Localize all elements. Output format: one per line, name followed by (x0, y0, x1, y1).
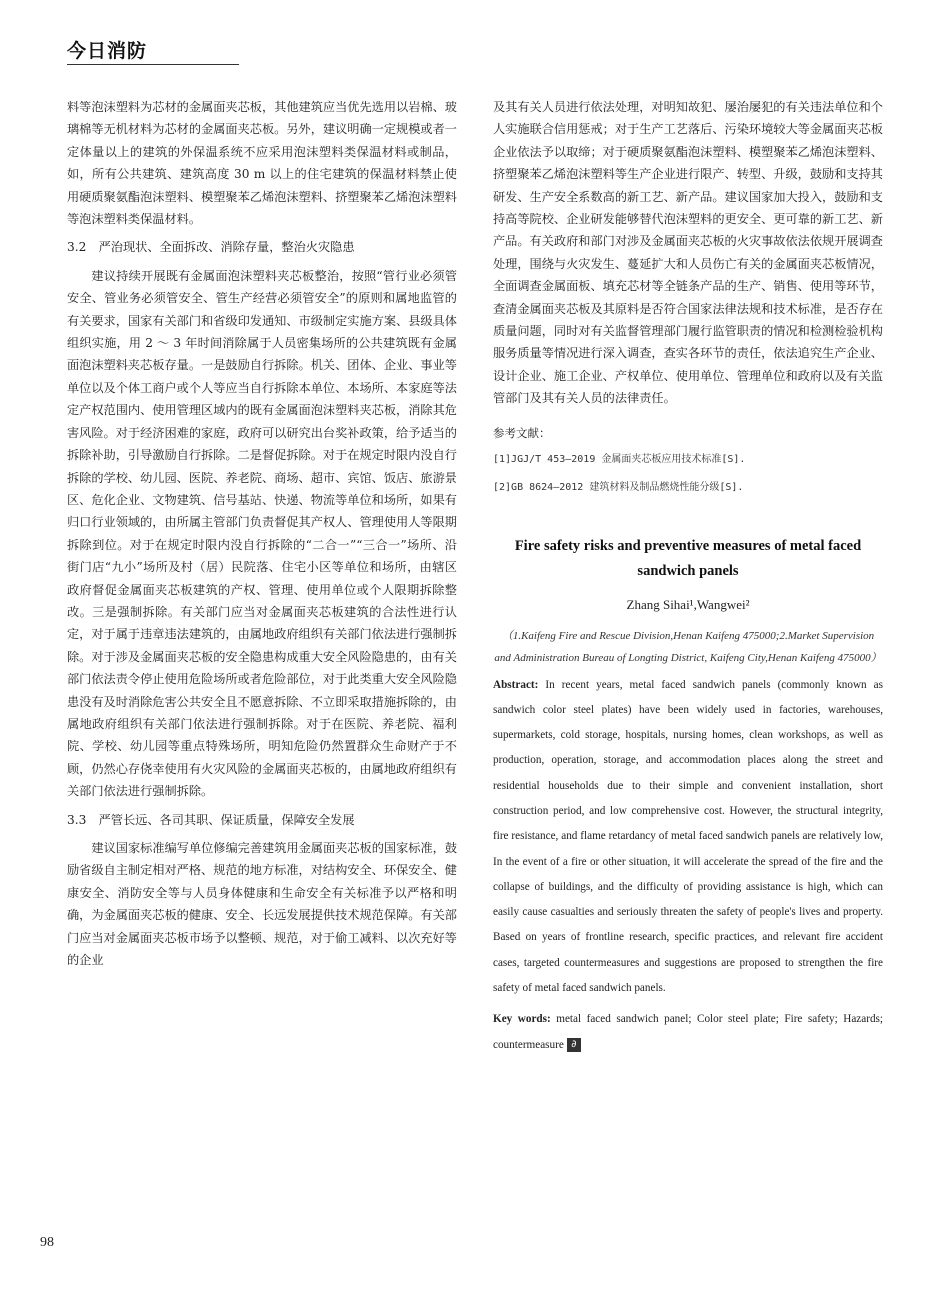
english-keywords (493, 1007, 883, 1058)
paragraph-intro: 料等泡沫塑料为芯材的金属面夹芯板，其他建筑应当优先选用以岩棉、玻璃棉等无机材料为芯材的金属面夹芯板。另外，建议明确一定规模或者一定体量以上的建筑的外保温系统不应采用泡沫塑料类保温材料或制品，如，所有公共建筑、建筑高度 30 m 以上的住宅建筑的保温材料禁止使用硬质聚氨酯泡沫塑料、模塑聚苯乙烯泡沫塑料、挤塑聚苯乙烯泡沫塑料等泡沫塑料类保温材料。 (67, 100, 457, 227)
page-number: 98 (40, 1235, 54, 1250)
keywords-text: metal faced sandwich panel; Color steel plate; Fire safety; Hazards; countermeasure (493, 1013, 884, 1051)
end-of-article-icon: ∂ (567, 1038, 581, 1052)
paragraph-3-2: 建议持续开展既有金属面泡沫塑料夹芯板整治，按照“管行业必须管安全、管业务必须管安全、管生产经营必须管安全”的原则和属地监管的有关要求，国家有关部门和省级印发通知、市级制定实施方案、县级具体组织实施，用 2 ～ 3 年时间消除属于人员密集场所的公共建筑既有金属面泡沫塑料夹芯板存量。一是鼓励自行拆除。机关、团体、企业、事业等单位以及个体工商户或个人等应当自行拆除本单位、本场所、本家庭等法定产权范围内、使用管理区域内的既有金属面泡沫塑料夹芯板，消除其危害风险。对于经济困难的家庭，政府可以研究出台奖补政策，给予适当的拆除补助，引导激励自行拆除。二是督促拆除。对于在规定时限内没自行拆除的学校、幼儿园、医院、养老院、商场、超市、宾馆、饭店、旅游景区、危化企业、文物建筑、信号基站、快递、物流等单位和场所，如果有归口行业领域的，由所属主管部门负责督促其产权人、管理使用人等限期拆除到位。对于在规定时限内没自行拆除的“二合一”“三合一”场所、沿街门店“九小”场所及村（居）民院落、住宅小区等单位和场所，由辖区政府督促金属面夹芯板建筑的产权、管理、使用单位或个人限期拆除整改。三是强制拆除。有关部门应当对金属面夹芯板建筑的合法性进行认定，对于属于违章违法建筑的，由属地政府组织有关部门依法进行强制拆除。对于涉及金属面夹芯板的安全隐患构成重大安全风险隐患的，由有关部门依法责令停止使用危险场所或者危险部位，对于此类重大安全风险隐患没有及时消除危害公共安全且不愿意拆除、不立即采取措施拆除的，由属地政府组织有关部门依法进行强制拆除。对于在医院、养老院、福利院、学校、幼儿园等重点特殊场所，明知危险仍然置群众生命财产于不顾，仍然心存侥幸使用有火灾风险的金属面夹芯板的，由属地政府组织有关部门依法进行强制拆除。 (67, 268, 457, 799)
english-authors: Zhang Sihai¹,Wangwei² (626, 597, 750, 613)
abstract-text: In recent years, metal faced sandwich panels (commonly known as sandwich color steel plates) have been widely used in factories, warehouses, supermarkets, cold storage, hospitals, nursing homes, clean workshops, as well as production, operation, storage, and accommodation places along the street and residential households due to their simple and convenient installation, short construction period, and low comprehensive cost. However, the structural integrity, fire resistance, and flame retardancy of metal faced sandwich panels are relatively low, In the event of a fire or other situation, it will accelerate the spread of the fire and the collapse of buildings, and the difficulty of providing assistance is high, which can easily cause casualties and seriously threaten the safety of people's lives and property. Based on years of frontline research, specific practices, and relevant fire accident cases, targeted countermeasures and suggestions are proposed to strengthen the fire safety of metal faced sandwich panels. (493, 678, 883, 995)
left-column (67, 96, 457, 971)
reference-item: [2]GB 8624—2012 建筑材料及制品燃烧性能分级[S]. (493, 482, 744, 494)
right-column (493, 96, 883, 1058)
keywords-label: Key words: (493, 1013, 551, 1026)
section-heading-3-2: 3.2 严治现状、全面拆改、消除存量，整治火灾隐患 (67, 240, 355, 255)
journal-name: 今日消防 (67, 40, 148, 62)
english-abstract (493, 673, 883, 1002)
header-rule (67, 64, 239, 65)
section-heading-3-3: 3.3 严管长远、各司其职、保证质量，保障安全发展 (67, 812, 355, 827)
abstract-label: Abstract: (493, 678, 539, 691)
references-title: 参考文献： (493, 425, 551, 440)
paragraph-continued: 及其有关人员进行依法处理，对明知故犯、屡治屡犯的有关违法单位和个人实施联合信用惩戒；对于生产工艺落后、污染环境较大等金属面夹芯板企业依法予以取缔；对于硬质聚氨酯泡沫塑料、模塑聚苯乙烯泡沫塑料、挤塑聚苯乙烯泡沫塑料等生产企业进行限产、转型、升级，鼓励和支持其研发、生产安全系数高的新工艺、新产品。建议国家加大投入，鼓励和支持高等院校、企业研发能够替代泡沫塑料的更安全、更可靠的新工艺、新产品。有关政府和部门对涉及金属面夹芯板的火灾事故依法依规开展调查处理，围绕与火灾发生、蔓延扩大和人员伤亡有关的金属面夹芯板情况，全面调查金属面板、填充芯材等全链条产品的生产、销售、使用等环节，查清金属面夹芯板及其原料是否符合国家法律法规和技术标准，是否存在质量问题，同时对有关监督管理部门履行监管职责的情况和检测检验机构服务质量等情况进行深入调查，查实各环节的责任，依法追究生产企业、设计企业、施工企业、产权单位、使用单位、管理单位和政府以及有关监管部门及其有关人员的法律责任。 (493, 100, 883, 406)
paragraph-3-3: 建议国家标准编写单位修编完善建筑用金属面夹芯板的国家标准，鼓励省级自主制定相对严格、规范的地方标准，对结构安全、环保安全、健康安全、消防安全等与人员身体健康和生命安全有关标准予以严格和明确，为金属面夹芯板的健康、安全、长远发展提供技术规范保障。有关部门应当对金属面夹芯板市场予以整顿、规范，对于偷工减料、以次充好等的企业 (67, 841, 458, 968)
reference-item: [1]JGJ/T 453—2019 金属面夹芯板应用技术标准[S]. (493, 454, 746, 466)
english-affiliation: （1.Kaifeng Fire and Rescue Division,Henan Kaifeng 475000;2.Market Supervision and Administration Bureau of Longting District, Kaifeng City,Henan Kaifeng 475000） (494, 629, 882, 664)
english-title: Fire safety risks and preventive measures of metal faced sandwich panels (514, 538, 862, 580)
